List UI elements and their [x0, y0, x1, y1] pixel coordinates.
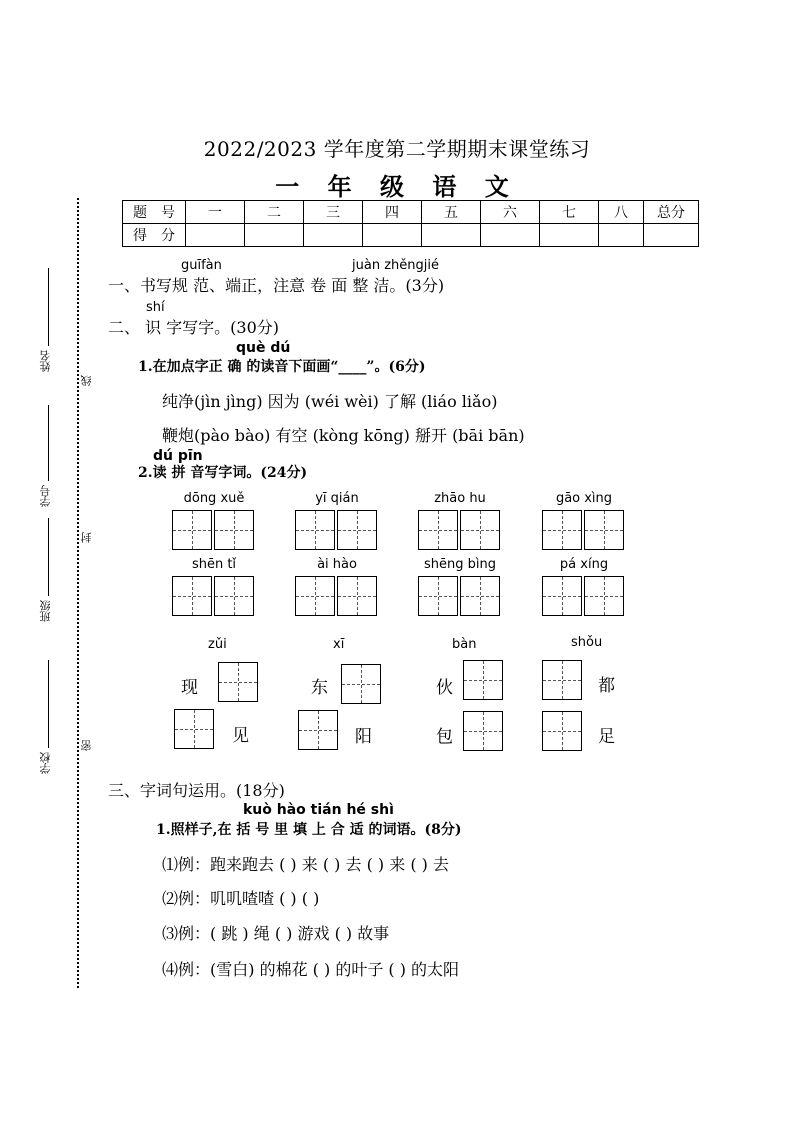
- section3-item-4: ⑷例：(雪白) 的棉花 ( ) 的叶子 ( ) 的太阳: [162, 960, 460, 979]
- grid-pinyin: pá xíng: [559, 557, 609, 572]
- sidebar-label-name: 姓名: [39, 350, 52, 372]
- sidebar-field-number[interactable]: [48, 405, 49, 481]
- writing-grid-box[interactable]: [172, 576, 212, 616]
- writing-grid-box[interactable]: [218, 662, 258, 702]
- writing-grid-box[interactable]: [214, 576, 254, 616]
- writing-grid-box[interactable]: [418, 510, 458, 550]
- writing-grid-box[interactable]: [174, 709, 214, 749]
- section2-heading: 二、 识 字写字。(30分): [108, 318, 280, 337]
- sidebar-label-number: 学号: [39, 485, 52, 507]
- writing-grid-box[interactable]: [463, 660, 503, 700]
- writing-grid-box[interactable]: [542, 576, 582, 616]
- fill-pinyin: zǔi: [208, 637, 227, 652]
- grid-pinyin: ài hào: [317, 557, 357, 572]
- score-table-header-row: [123, 201, 699, 224]
- score-table-label: 得 分: [123, 224, 186, 247]
- writing-grid-box[interactable]: [542, 660, 582, 700]
- fill-pinyin: shǒu: [571, 635, 603, 650]
- writing-grid-box[interactable]: [341, 664, 381, 704]
- fill-char: 包: [436, 727, 453, 747]
- grid-pinyin: shēng bìng: [424, 557, 496, 572]
- grid-pinyin: shēn tǐ: [191, 557, 237, 572]
- writing-grid-box[interactable]: [298, 710, 338, 750]
- score-cell[interactable]: [304, 224, 363, 247]
- fill-char: 伙: [436, 678, 453, 698]
- fill-char: 都: [598, 676, 615, 696]
- section1-pinyin-b: juàn zhěngjié: [352, 258, 439, 273]
- score-cell[interactable]: [363, 224, 422, 247]
- q1-instruction: 1.在加点字正 确 的读音下面画“____”。(6分): [138, 359, 426, 375]
- score-cell[interactable]: [599, 224, 644, 247]
- fill-char: 阳: [355, 727, 372, 747]
- page-subtitle: 一 年 级 语 文: [275, 172, 519, 201]
- binding-dotted-line: [77, 198, 79, 988]
- score-cell[interactable]: [245, 224, 304, 247]
- fill-char: 见: [232, 726, 249, 746]
- score-col: 六: [481, 201, 540, 224]
- score-cell[interactable]: [540, 224, 599, 247]
- seal-mi: 密: [80, 740, 93, 751]
- writing-grid-box[interactable]: [460, 576, 500, 616]
- score-col: 三: [304, 201, 363, 224]
- section3-q1-instruction: 1.照样子,在 括 号 里 填 上 合 适 的词语。(8分): [156, 822, 462, 838]
- score-cell[interactable]: [186, 224, 245, 247]
- sidebar-field-class[interactable]: [48, 518, 49, 596]
- fill-char: 足: [598, 727, 615, 747]
- section3-item-2: ⑵例：叽叽喳喳 ( ) ( ): [162, 889, 320, 908]
- score-cell[interactable]: [422, 224, 481, 247]
- sidebar-label-class: 班级: [39, 600, 52, 622]
- q1-row-2: 鞭炮(pào bào) 有空 (kòng kōng) 掰开 (bāi bān): [162, 426, 525, 445]
- writing-grid-box[interactable]: [463, 711, 503, 751]
- grid-pinyin: dōng xuě: [183, 491, 245, 506]
- section3-heading: 三、字词句运用。(18分): [108, 781, 285, 800]
- score-cell[interactable]: [644, 224, 699, 247]
- score-col-total: 总分: [644, 201, 699, 224]
- section3-item-1: ⑴例：跑来跑去 ( ) 来 ( ) 去 ( ) 来 ( ) 去: [162, 855, 449, 874]
- writing-grid-box[interactable]: [337, 576, 377, 616]
- score-table-score-row: [123, 224, 699, 247]
- grid-pinyin: gāo xìng: [555, 491, 613, 506]
- score-table: [122, 200, 699, 247]
- sidebar-field-name[interactable]: [48, 268, 49, 346]
- fill-char: 现: [181, 678, 198, 698]
- q1-pinyin: què dú: [236, 340, 291, 356]
- section2-pinyin: shí: [146, 300, 165, 315]
- q2-pinyin: dú pīn: [153, 448, 203, 464]
- seal-xian: 线: [80, 375, 93, 386]
- page-title: 2022/2023 学年度第二学期期末课堂练习: [203, 137, 591, 161]
- score-col: 八: [599, 201, 644, 224]
- fill-pinyin: bàn: [452, 637, 477, 652]
- sidebar-label-school: 学校: [39, 752, 52, 774]
- section3-q1-pinyin: kuò hào tián hé shì: [243, 802, 394, 818]
- writing-grid-box[interactable]: [214, 510, 254, 550]
- writing-grid-box[interactable]: [295, 576, 335, 616]
- seal-feng: 封: [80, 532, 93, 543]
- section1-pinyin-a: guīfàn: [181, 258, 222, 273]
- score-cell[interactable]: [481, 224, 540, 247]
- writing-grid-box[interactable]: [542, 510, 582, 550]
- q2-instruction: 2.读 拼 音写字词。(24分): [138, 465, 308, 481]
- writing-grid-box[interactable]: [418, 576, 458, 616]
- grid-pinyin: yī qián: [315, 491, 359, 506]
- writing-grid-box[interactable]: [584, 510, 624, 550]
- writing-grid-box[interactable]: [295, 510, 335, 550]
- score-col: 二: [245, 201, 304, 224]
- score-col: 四: [363, 201, 422, 224]
- writing-grid-box[interactable]: [584, 576, 624, 616]
- score-col: 一: [186, 201, 245, 224]
- score-table-label: 题 号: [123, 201, 186, 224]
- score-col: 五: [422, 201, 481, 224]
- writing-grid-box[interactable]: [460, 510, 500, 550]
- fill-pinyin: xī: [333, 637, 345, 652]
- writing-grid-box[interactable]: [542, 711, 582, 751]
- writing-grid-box[interactable]: [337, 510, 377, 550]
- grid-pinyin: zhāo hu: [434, 491, 486, 506]
- section3-item-3: ⑶例：( 跳 ) 绳 ( ) 游戏 ( ) 故事: [162, 924, 390, 943]
- section1-heading: 一、书写规 范、端正，注意 卷 面 整 洁。(3分): [108, 276, 445, 295]
- sidebar-field-school[interactable]: [48, 660, 49, 748]
- score-col: 七: [540, 201, 599, 224]
- q1-row-1: 纯净(jìn jìng) 因为 (wéi wèi) 了解 (liáo liǎo): [162, 392, 498, 411]
- writing-grid-box[interactable]: [172, 510, 212, 550]
- fill-char: 东: [311, 678, 328, 698]
